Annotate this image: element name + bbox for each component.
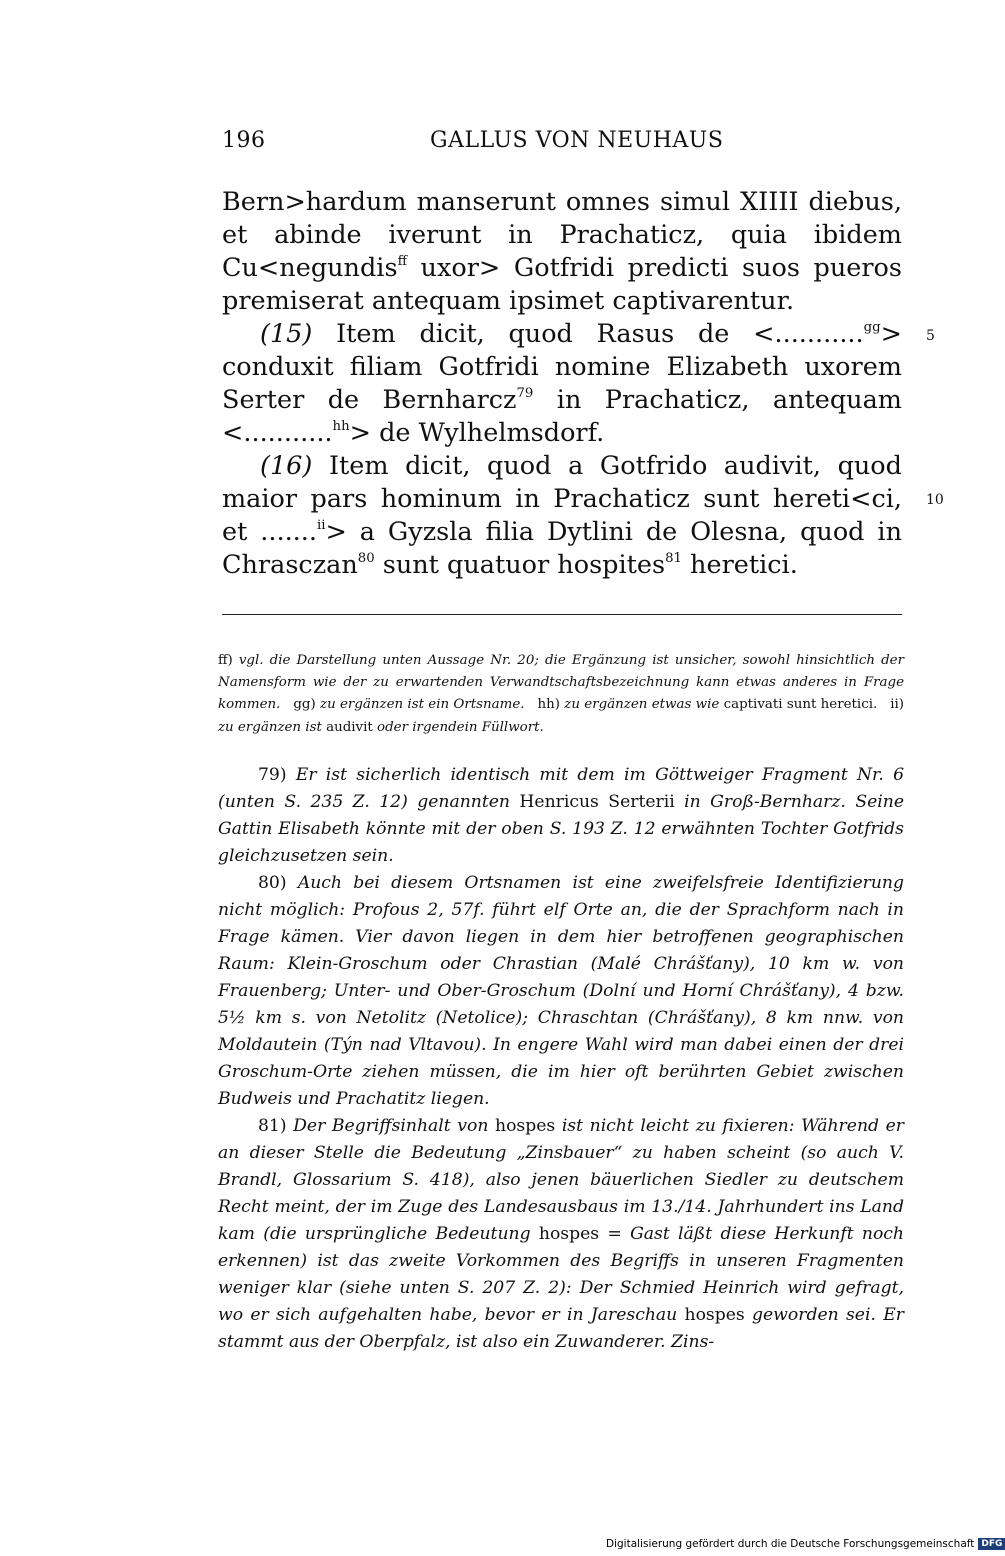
text-segment: Bern>hardum manserunt omnes simul XIIII diebus, et abinde iverunt in Prachaticz, quia ibidem Cu<negundis xyxy=(222,187,902,283)
apparatus-marker: ff xyxy=(397,253,407,269)
footnotes xyxy=(218,762,904,1356)
note-text: Auch bei diesem Ortsnamen ist eine zweifelsfreie Identifizierung nicht möglich: Profous 2, 57f. führt elf Orte an, die der Sprachform nach in Frage kämen. Vier davon liegen in dem hier betroffenen geographischen Raum: Klein-Groschum oder Chrastian (Malé Chrášťany), 10 km w. von Frauenberg; Unter- und Ober-Groschum (Dolní und Horní Chrášťany), 4 bzw. 5½ km s. von Netolitz (Netolice); Chraschtan (Chrášťany), 8 km nnw. von Moldautein (Týn nad Vltavou). In engere Wahl wird man dabei einen der drei Groschum-Orte ziehen müssen, die im hier oft berührten Gebiet zwischen Budweis und Prachatitz liegen. xyxy=(218,873,905,1109)
text-segment: uxor> Gotfridi predicti suos pueros premiserat antequam ipsimet captivarentur. xyxy=(222,253,902,316)
line-number: 10 xyxy=(926,492,944,508)
footnote-marker: 80 xyxy=(357,550,375,566)
note-label: 81) xyxy=(258,1116,294,1136)
note-text: in Groß-Bernharz. Seine Gattin Elisabeth könnte mit der oben S. 193 Z. 12 erwähnten Tochter Gotfrids gleichzusetzen sein. xyxy=(218,792,905,866)
line-number: 5 xyxy=(926,328,935,344)
note-text: oder irgendein Füllwort. xyxy=(372,719,544,735)
paragraph-number: (15) xyxy=(260,319,313,349)
paragraph-number: (16) xyxy=(260,451,313,481)
quoted-latin: audivit xyxy=(326,719,373,735)
note-text: ist nicht leicht zu fixieren: Während er an dieser Stelle die Bedeutung „Zinsbauer“ zu haben scheint (so auch V. Brandl, Glossarium S. 418), also jenen bäuerlichen Siedler zu deutschem Recht meint, der im Zuge des Landesausbaus im 13./14. Jahrhundert ins Land kam (die ursprüngliche Bedeutung xyxy=(218,1116,904,1244)
text-segment: heretici. xyxy=(681,550,798,580)
note-label: gg) xyxy=(293,697,321,713)
footnote-81 xyxy=(218,1113,904,1356)
quoted-latin: hospes xyxy=(684,1305,745,1325)
note-label: hh) xyxy=(537,697,565,713)
digitization-footer xyxy=(606,1538,1005,1550)
main-text xyxy=(222,186,902,582)
text-segment: > conduxit filiam Gotfridi nomine Elizabeth uxorem Serter de Bernharcz xyxy=(222,319,902,415)
text-segment: > a Gyzsla filia Dytlini de Olesna, quod in Chrasczan xyxy=(222,517,903,580)
apparatus-marker: gg xyxy=(863,319,881,335)
note-label: 79) xyxy=(258,765,296,785)
paragraph-continuation xyxy=(222,186,902,318)
footnote-79 xyxy=(218,762,904,870)
text-segment: Item dicit, quod a Gotfrido audivit, quod maior pars hominum in Prachaticz sunt hereti<ci, et ....... xyxy=(222,451,902,547)
quoted-latin: captivati sunt heretici. xyxy=(723,697,878,713)
quoted-latin: Henricus Serterii xyxy=(519,792,675,812)
dfg-logo: DFG xyxy=(978,1538,1005,1550)
paragraph-16 xyxy=(222,450,902,582)
text-segment: > de Wylhelmsdorf. xyxy=(349,418,605,448)
footnote-divider xyxy=(222,614,902,615)
note-label: ii) xyxy=(890,697,904,713)
apparatus-notes xyxy=(218,650,904,739)
footnote-80 xyxy=(218,870,904,1113)
quoted-latin: hospes xyxy=(495,1116,556,1136)
text-segment: in Prachaticz, antequam <........... xyxy=(222,385,902,448)
text-segment: Item dicit, quod Rasus de <........... xyxy=(312,319,864,349)
apparatus-block xyxy=(218,650,904,739)
paragraph-15 xyxy=(222,318,902,450)
note-text: zu ergänzen ist ein Ortsname. xyxy=(320,697,525,713)
apparatus-marker: ii xyxy=(317,517,326,533)
footnote-marker: 81 xyxy=(665,550,682,566)
page-number: 196 xyxy=(222,128,266,153)
note-text: zu ergänzen etwas wie xyxy=(564,697,724,713)
footnote-marker: 79 xyxy=(516,385,534,401)
running-title: GALLUS VON NEUHAUS xyxy=(430,128,724,153)
text-segment: sunt quatuor hospites xyxy=(374,550,666,580)
note-text: = Gast läßt diese Herkunft noch erkennen) ist das zweite Vorkommen des Begriffs in unseren Fragmenten weniger klar (siehe unten S. 207 Z. 2): Der Schmied Heinrich wird gefragt, wo er sich aufgehalten habe, bevor er in Jareschau xyxy=(218,1224,904,1325)
apparatus-marker: hh xyxy=(332,418,350,434)
footer-text: Digitalisierung gefördert durch die Deutsche Forschungsgemeinschaft xyxy=(606,1538,975,1550)
note-text: Er ist sicherlich identisch mit dem im Göttweiger Fragment Nr. 6 (unten S. 235 Z. 12) genannten xyxy=(218,765,904,812)
note-text: zu ergänzen ist xyxy=(218,719,327,735)
quoted-latin: hospes xyxy=(538,1224,600,1244)
note-label: 80) xyxy=(258,873,298,893)
note-text: vgl. die Darstellung unten Aussage Nr. 20; die Ergänzung ist unsicher, sowohl hinsichtlich der Namensform wie der zu erwartenden Verwandtschaftsbezeichnung kann etwas anderes in Frage kommen. xyxy=(218,653,904,713)
note-text: Der Begriffsinhalt von xyxy=(293,1116,495,1136)
note-text: geworden sei. Er stammt aus der Oberpfalz, ist also ein Zuwanderer. Zins- xyxy=(218,1305,904,1352)
note-label: ff) xyxy=(218,653,239,668)
